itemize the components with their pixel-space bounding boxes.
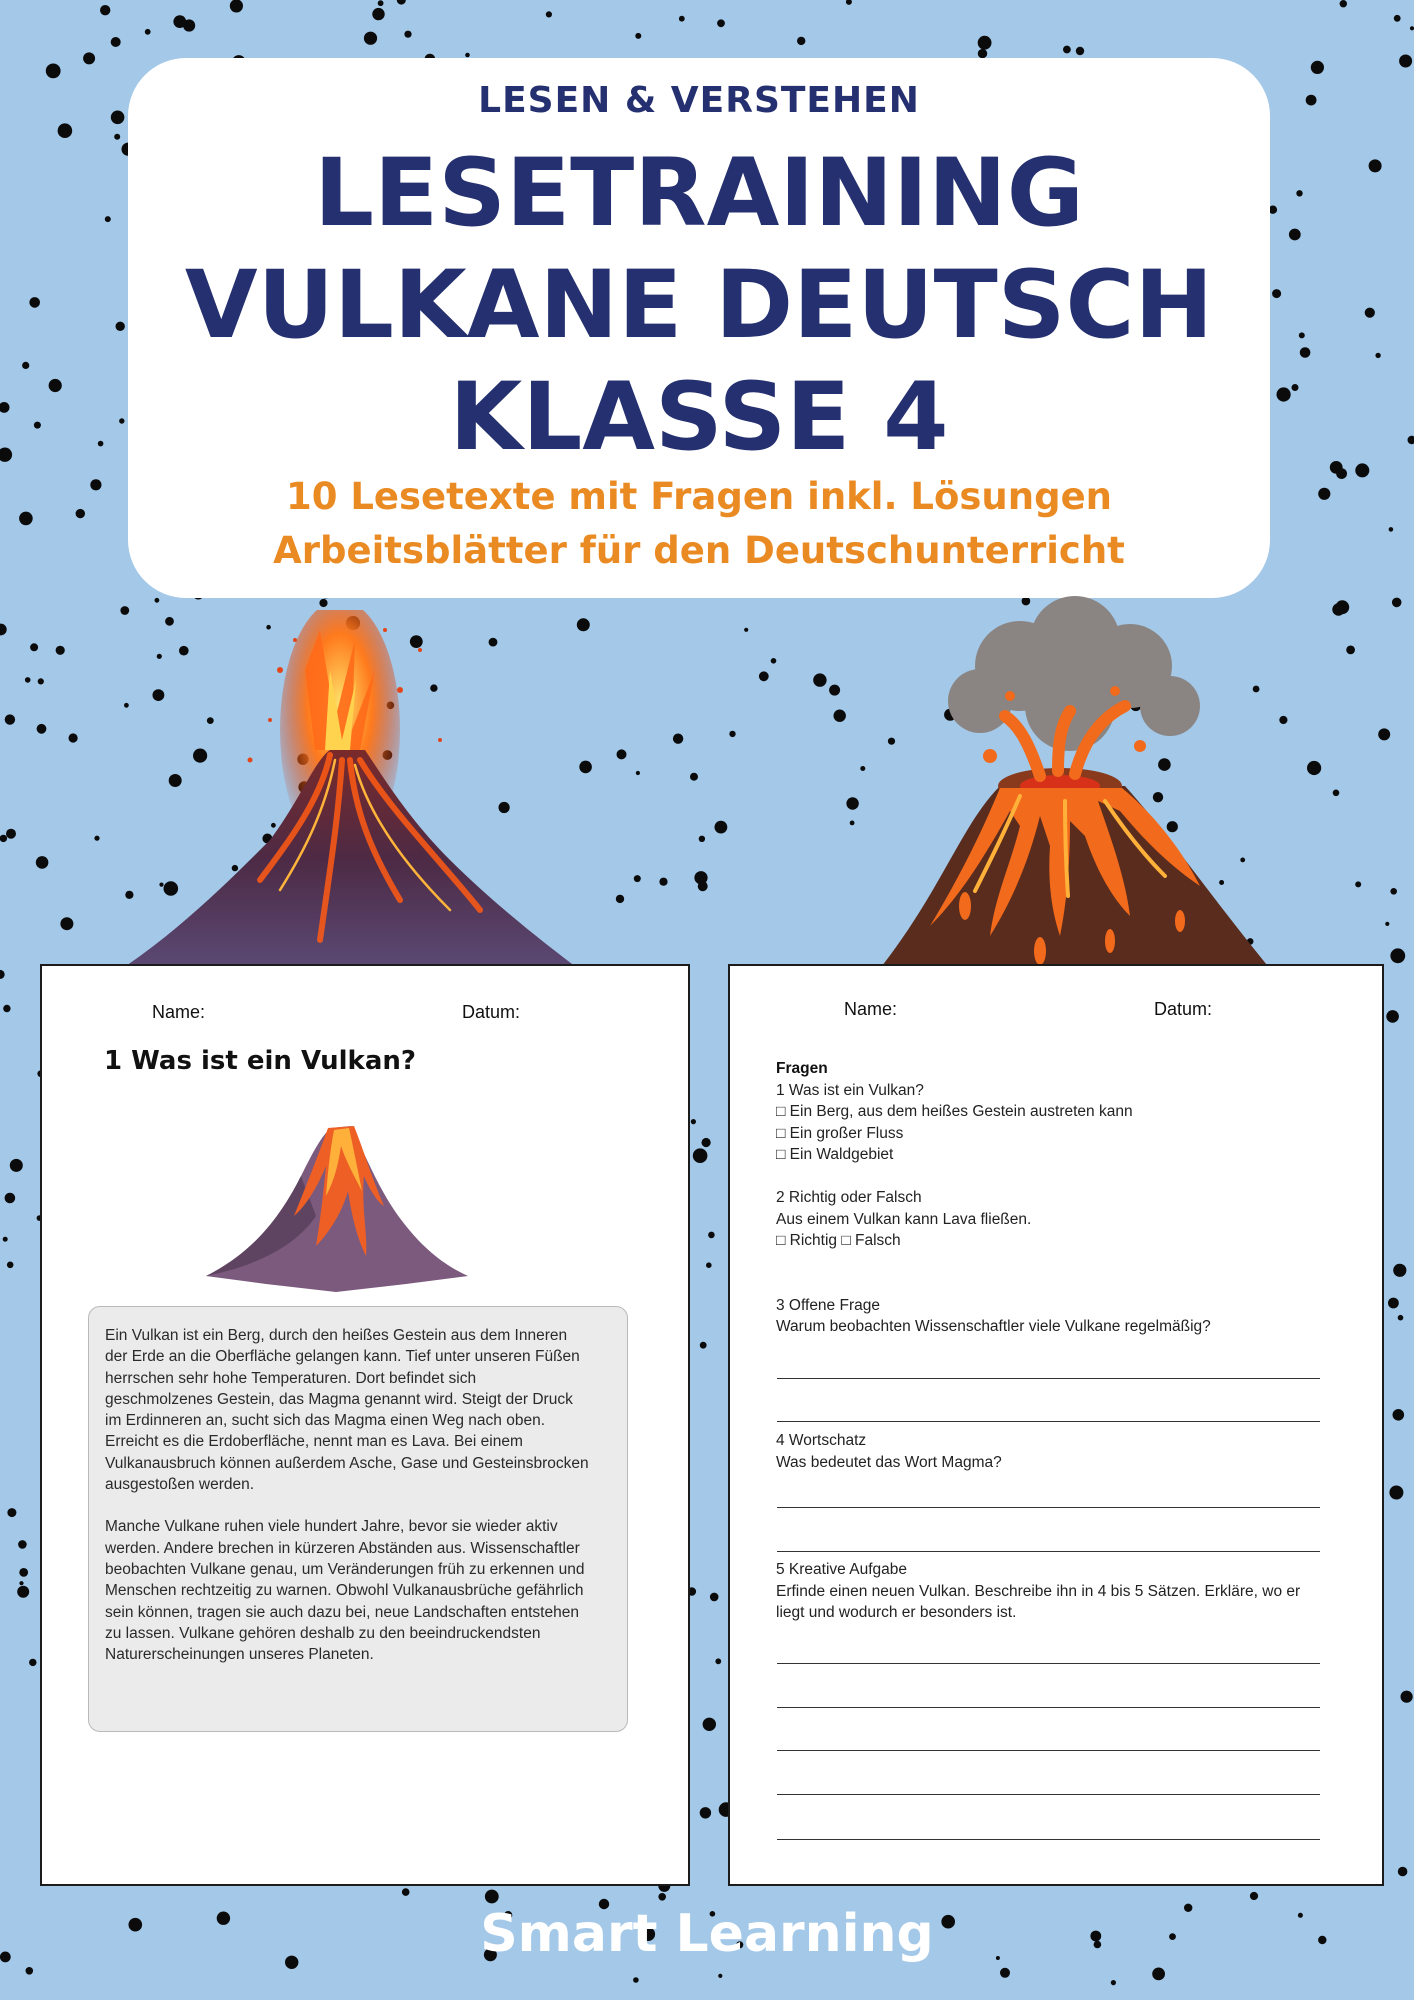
speckle-dot (690, 773, 698, 781)
text-line: herrschen sehr hohe Temperaturen. Dort befindet sich (105, 1369, 477, 1387)
question-4-block (776, 1430, 1336, 1473)
speckle-dot (1369, 159, 1382, 172)
answer-line[interactable] (777, 1794, 1320, 1795)
speckle-dot (145, 29, 151, 35)
erupting-volcano-photo (120, 610, 580, 980)
speckle-dot (7, 1508, 16, 1517)
speckle-dot (1000, 1968, 1010, 1978)
speckle-dot (404, 31, 411, 38)
speckle-dot (829, 685, 840, 696)
question-1-title: 1 Was ist ein Vulkan? (776, 1081, 924, 1099)
speckle-dot (1296, 190, 1302, 196)
question-2-title: 2 Richtig oder Falsch (776, 1188, 922, 1206)
speckle-dot (7, 1262, 14, 1269)
speckle-dot (5, 1193, 16, 1204)
speckle-dot (76, 509, 85, 518)
speckle-dot (114, 134, 120, 140)
text-line: Manche Vulkane ruhen viele hundert Jahre, bevor sie wieder aktiv (105, 1518, 558, 1536)
speckle-dot (1398, 1315, 1404, 1321)
text-line: Menschen rechtzeitig zu warnen. Obwohl Vulkanausbrüche gefährlich (105, 1582, 584, 1600)
speckle-dot (116, 322, 125, 331)
reading-text-box (88, 1306, 628, 1732)
speckle-dot (633, 1977, 639, 1983)
speckle-dot (700, 1807, 711, 1818)
text-line: ausgestoßen werden. (105, 1476, 255, 1494)
answer-line[interactable] (777, 1663, 1320, 1664)
question-4-text: Was bedeutet das Wort Magma? (776, 1453, 1002, 1471)
question-5-text: Erfinde einen neuen Vulkan. Beschreibe ihn in 4 bis 5 Sätzen. Erkläre, wo er (776, 1582, 1301, 1600)
speckle-dot (60, 917, 73, 930)
speckle-dot (46, 64, 61, 79)
speckle-dot (485, 1890, 499, 1904)
speckle-dot (1333, 790, 1340, 797)
speckle-dot (1076, 47, 1084, 55)
speckle-dot (546, 11, 552, 17)
text-line: beobachten Vulkane genau, um Veränderungen früh zu erkennen und (105, 1560, 585, 1578)
speckle-dot (90, 479, 101, 490)
date-label: Datum: (462, 1002, 521, 1022)
speckle-dot (718, 1974, 722, 1978)
speckle-dot (37, 724, 47, 734)
answer-line[interactable] (777, 1551, 1320, 1552)
question-2-options[interactable]: □ Richtig □ Falsch (776, 1232, 901, 1250)
question-1-option[interactable]: □ Ein Waldgebiet (776, 1146, 894, 1164)
speckle-dot (111, 37, 121, 47)
speckle-dot (659, 878, 667, 886)
speckle-dot (397, 0, 406, 5)
speckle-dot (715, 821, 728, 834)
speckle-dot (29, 297, 40, 308)
text-line: Naturerscheinungen unseres Planeten. (105, 1646, 374, 1664)
speckle-dot (978, 49, 987, 58)
speckle-dot (1390, 948, 1405, 963)
speckle-dot (1332, 603, 1344, 615)
speckle-dot (658, 1893, 666, 1901)
speckle-dot (3, 1237, 8, 1242)
speckle-dot (1408, 436, 1414, 444)
speckle-dot (673, 734, 683, 744)
speckle-dot (58, 123, 73, 138)
speckle-dot (83, 52, 95, 64)
speckle-dot (691, 1119, 696, 1124)
speckle-dot (5, 714, 15, 724)
reading-paragraph-1 (105, 1325, 613, 1495)
subtitle-line-1: 10 Lesetexte mit Fragen inkl. Lösungen (285, 475, 1113, 518)
title-card (128, 58, 1270, 598)
speckle-dot (1399, 55, 1412, 68)
speckle-dot (616, 895, 624, 903)
subtitle (128, 470, 1270, 578)
speckle-dot (744, 628, 748, 632)
speckle-dot (56, 646, 65, 655)
speckle-dot (0, 970, 5, 979)
speckle-dot (693, 1148, 708, 1163)
speckle-dot (94, 836, 99, 841)
name-label: Name: (844, 999, 898, 1019)
speckle-dot (708, 1232, 715, 1239)
speckle-dot (759, 671, 769, 681)
speckle-dot (111, 111, 125, 125)
speckle-dot (230, 0, 243, 13)
speckle-dot (579, 761, 592, 774)
question-5-text: liegt und wodurch er besonders ist. (776, 1604, 1017, 1622)
speckle-dot (1355, 881, 1361, 887)
speckle-dot (1340, 0, 1347, 7)
answer-line[interactable] (777, 1750, 1320, 1751)
speckle-dot (797, 37, 805, 45)
speckle-dot (372, 8, 384, 20)
speckle-dot (1389, 1486, 1403, 1500)
speckle-dot (715, 1658, 721, 1664)
speckle-dot (19, 1568, 28, 1577)
text-line: geschmolzenes Gestein, das Magma genannt wird. Steigt der Druck (105, 1390, 573, 1408)
speckle-dot (1392, 598, 1402, 608)
speckle-dot (17, 1586, 29, 1598)
speckle-dot (846, 0, 852, 5)
speckle-dot (1393, 1264, 1406, 1277)
speckle-dot (18, 1540, 27, 1549)
speckle-dot (29, 1659, 36, 1666)
speckle-dot (1152, 1968, 1165, 1981)
speckle-dot (1410, 26, 1414, 30)
brand-name: Smart Learning (480, 1904, 934, 1964)
speckle-dot (10, 1159, 23, 1172)
subtitle-line-2: Arbeitsblätter für den Deutschunterricht (273, 529, 1125, 572)
question-4-title: 4 Wortschatz (776, 1432, 867, 1449)
speckle-dot (69, 733, 78, 742)
text-line: Ein Vulkan ist ein Berg, durch den heißes Gestein aus dem Inneren (105, 1327, 568, 1344)
speckle-dot (850, 821, 855, 826)
speckle-dot (710, 1593, 719, 1602)
speckle-dot (698, 881, 708, 891)
speckle-dot (634, 875, 641, 882)
speckle-dot (1390, 888, 1397, 895)
date-label: Datum: (1154, 999, 1213, 1019)
speckle-dot (1318, 488, 1330, 500)
speckle-dot (36, 856, 49, 869)
speckle-dot (700, 1342, 707, 1349)
speckle-dot (119, 418, 124, 423)
speckle-dot (402, 1888, 410, 1896)
speckle-dot (1292, 384, 1299, 391)
speckle-dot (1111, 1980, 1116, 1985)
answer-line[interactable] (777, 1507, 1320, 1508)
speckle-dot (1307, 761, 1321, 775)
questions-heading: Fragen (776, 1060, 828, 1077)
speckle-dot (1386, 1010, 1399, 1023)
speckle-dot (100, 5, 110, 15)
speckle-dot (1388, 1298, 1399, 1309)
question-5-title: 5 Kreative Aufgabe (776, 1561, 907, 1578)
text-line: sein können, tragen sie auch dazu bei, neue Landschaften entstehen (105, 1603, 579, 1621)
speckle-dot (1311, 61, 1324, 74)
speckle-dot (1365, 308, 1375, 318)
speckle-dot (1279, 716, 1287, 724)
speckle-dot (1063, 46, 1071, 54)
speckle-dot (636, 771, 640, 775)
speckle-dot (1272, 289, 1281, 298)
speckle-dot (22, 362, 29, 369)
question-3-text: Warum beobachten Wissenschaftler viele Vulkane regelmäßig? (776, 1318, 1211, 1336)
question-3-title: 3 Offene Frage (776, 1296, 880, 1314)
speckle-dot (1289, 229, 1301, 241)
questions-block (776, 1058, 1336, 1338)
speckle-dot (6, 829, 16, 839)
speckle-dot (978, 36, 992, 50)
speckle-dot (34, 422, 41, 429)
speckle-dot (1306, 95, 1317, 106)
speckle-dot (1389, 527, 1394, 532)
question-worksheet (728, 964, 1384, 1886)
speckle-dot (465, 53, 470, 58)
speckle-dot (679, 16, 685, 22)
speckle-dot (98, 441, 104, 447)
speckle-dot (1299, 332, 1305, 338)
text-line: Erreicht es die Erdoberfläche, nennt man es Lava. Bei einem (105, 1433, 523, 1451)
speckle-dot (860, 766, 865, 771)
text-line: der Erde an die Oberfläche gelangen kann. Tief unter unseren Füßen (105, 1348, 580, 1366)
speckle-dot (699, 836, 705, 842)
speckle-dot (834, 710, 846, 722)
title-line-3: KLASSE 4 (449, 363, 949, 472)
speckle-dot (173, 15, 186, 28)
speckle-dot (1398, 1867, 1408, 1877)
speckle-dot (1401, 1691, 1413, 1703)
answer-line[interactable] (777, 1707, 1320, 1708)
speckle-dot (771, 658, 777, 664)
speckle-dot (703, 1718, 716, 1731)
answer-line[interactable] (777, 1839, 1320, 1840)
question-1-option[interactable]: □ Ein Berg, aus dem heißes Gestein austreten kann (776, 1103, 1133, 1121)
speckle-dot (1394, 15, 1401, 22)
speckle-dot (1336, 468, 1347, 479)
answer-line[interactable] (777, 1378, 1320, 1379)
speckle-dot (38, 678, 44, 684)
speckle-dot (1346, 646, 1355, 655)
speckle-dot (846, 797, 858, 809)
speckle-dot (25, 677, 31, 683)
speckle-dot (706, 1262, 712, 1268)
question-1-option[interactable]: □ Ein großer Fluss (776, 1124, 904, 1142)
speckle-dot (26, 1967, 34, 1975)
speckle-dot (0, 448, 12, 462)
speckle-dot (0, 402, 10, 413)
speckle-dot (30, 643, 38, 651)
title-line-2: VULKANE DEUTSCH (184, 251, 1214, 360)
speckle-dot (717, 19, 725, 27)
kicker-label: LESEN & VERSTEHEN (478, 80, 920, 121)
speckle-dot (617, 749, 627, 759)
speckle-dot (0, 835, 7, 842)
title-line-1: LESETRAINING (314, 139, 1084, 248)
speckle-dot (105, 216, 111, 222)
speckle-dot (1378, 728, 1390, 740)
name-label: Name: (152, 1002, 206, 1022)
speckle-dot (1375, 353, 1380, 358)
speckle-dot (1385, 922, 1389, 926)
question-2-statement: Aus einem Vulkan kann Lava fließen. (776, 1210, 1032, 1228)
worksheet-title: 1 Was ist ein Vulkan? (104, 1046, 416, 1076)
answer-line[interactable] (777, 1421, 1320, 1422)
speckle-dot (1277, 387, 1291, 401)
reading-worksheet (40, 964, 690, 1886)
speckle-dot (155, 598, 160, 603)
volcano-icon (206, 1116, 468, 1292)
speckle-dot (1300, 347, 1311, 358)
speckle-dot (729, 731, 735, 737)
text-line: werden. Andere brechen in kürzeren Abständen aus. Wissenschaftler (105, 1539, 580, 1557)
speckle-dot (364, 32, 377, 45)
text-line: zu lassen. Vulkane gehören deshalb zu den beeindruckendsten (105, 1624, 541, 1642)
speckle-dot (19, 512, 33, 526)
speckle-dot (3, 1005, 10, 1012)
question-5-block (776, 1559, 1336, 1624)
text-line: Vulkanausbruch können außerdem Asche, Gase und Gesteinsbrocken (105, 1454, 589, 1472)
speckle-dot (19, 1581, 23, 1585)
main-title (128, 138, 1270, 474)
speckle-dot (635, 33, 641, 39)
speckle-dot (319, 599, 327, 607)
speckle-dot (702, 1138, 711, 1147)
cartoon-volcano-illustration (870, 596, 1280, 986)
speckle-dot (0, 624, 7, 636)
speckle-dot (49, 379, 62, 392)
text-line: im Erdinneren an, sucht sich das Magma einen Weg nach oben. (105, 1412, 545, 1430)
reading-paragraph-2 (105, 1516, 613, 1665)
speckle-dot (1250, 1892, 1258, 1900)
speckle-dot (378, 0, 384, 6)
speckle-dot (813, 673, 826, 686)
speckle-dot (1393, 1409, 1405, 1421)
speckle-dot (1355, 463, 1369, 477)
